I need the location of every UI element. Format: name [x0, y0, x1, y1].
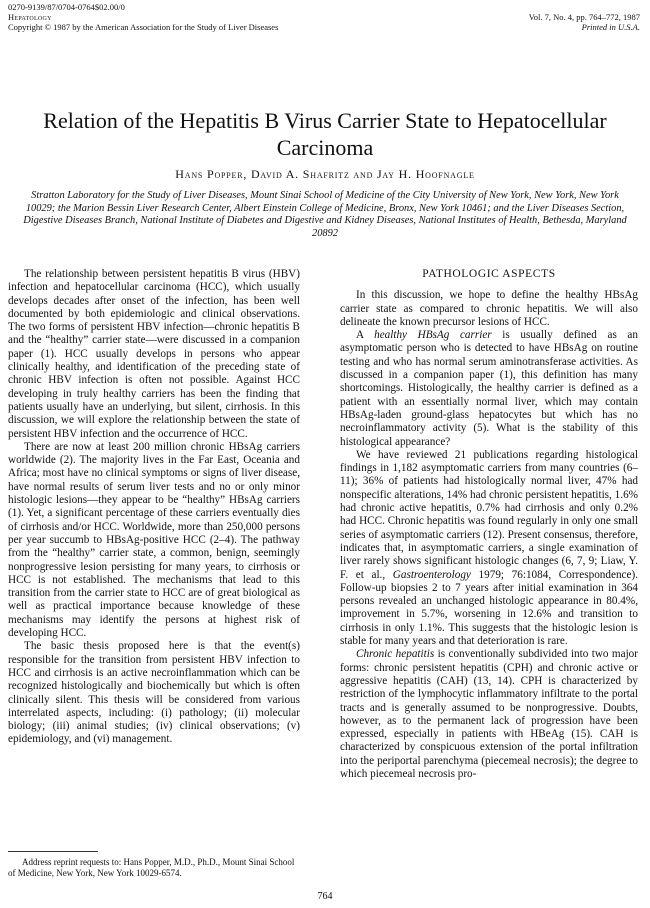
intro-paragraph-3: The basic thesis proposed here is that the event(s) responsible for the transition from persistent HBV infection to HCC and cirrhosis is an active necroinflammation which can be recognized histologically and biochemically but which is often clinically silent. This thesis will be considered from various interrelated aspects, including: (i) pathology; (ii) molecular biology; (iii) animal studies; (iv) clinical observations; (v) epidemiology, and (vi) management. — [8, 640, 300, 746]
printed-location: Printed in U.S.A. — [581, 22, 640, 32]
healthy-carrier-term: healthy HBsAg carrier — [374, 329, 492, 342]
pathology-paragraph-1: In this discussion, we hope to define the healthy HBsAg carrier state as compared to chronic hepatitis. We will also delineate the known precursor lesions of HCC. — [340, 289, 638, 328]
pathology-paragraph-2 — [340, 329, 638, 449]
right-column — [340, 268, 638, 781]
paragraph-body-a: We have reviewed 21 publications regarding histological findings in 1,182 asymptomatic carriers from many countries (6–11); 36% of patients had histologically normal liver, 47% had nonspecific alterations, 14% had chronic persistent hepatitis, 1.6% had chronic active hepatitis, 0.7% had cirrhosis and only 0.2% had HCC. Chronic hepatitis was found regularly in only one small series of asymptomatic carriers (12). Present consensus, therefore, indicates that, in asymptomatic carriers, a single examination of liver rarely shows significant histologic changes (6, 7, 9; Liaw, Y. F. et al., — [340, 448, 638, 581]
article-title: Relation of the Hepatitis B Virus Carrier State to Hepatocellular Carcinoma — [43, 107, 607, 160]
author-list: Hans Popper, David A. Shafritz and Jay H. Hoofnagle — [175, 167, 475, 181]
left-column — [8, 268, 300, 747]
running-header-left — [8, 2, 278, 32]
paragraph-body-b: 1979; 76:1084, Correspondence). Follow-up biopsies 2 to 7 years after initial examination in 364 persons revealed an unchanged histologic appearance in 80.4%, improvement in 5.7%, worsening in 12.6% and transition to cirrhosis in only 1.1%. This suggests that the histologic lesion is stable for many years and that deterioration is rare. — [340, 568, 638, 648]
pathology-paragraph-4 — [340, 648, 638, 781]
running-header-right — [529, 12, 640, 32]
paragraph-body: is conventionally subdivided into two major forms: chronic persistent hepatitis (CPH) and chronic active or aggressive hepatitis (CAH) (13, 14). CPH is characterized by restriction of the lymphocytic inflammatory infiltrate to the portal tracts and is generally assumed to be nonprogressive. Doubts, however, as to the permanent lack of progression have been expressed, especially in patients with HBeAg (15). CAH is characterized by conspicuous extension of the portal infiltration into the periportal parenchyma (piecemeal necrosis); the degree to which piecemeal necrosis pro- — [340, 648, 638, 780]
volume-info: Vol. 7, No. 4, pp. 764–772, 1987 — [528, 12, 640, 22]
page-number: 764 — [317, 891, 333, 902]
journal-citation: Gastroenterology — [392, 568, 471, 581]
journal-name: Hepatology — [8, 12, 52, 22]
section-heading-pathologic-aspects: PATHOLOGIC ASPECTS — [422, 268, 556, 280]
reprint-footnote: Address reprint requests to: Hans Popper, M.D., Ph.D., Mount Sinai School of Medicine, New York, New York 10029-6574. — [8, 857, 295, 878]
intro-paragraph-1: The relationship between persistent hepatitis B virus (HBV) infection and hepatocellular carcinoma (HCC), which usually develops decades after onset of the infection, has been well documented by both epidemiologic and clinical observations. The two forms of persistent HBV infection—chronic hepatitis B and the “healthy” carrier state—were discussed in a companion paper (1). HCC usually develops in persons who appear clinically healthy, and identification of the preceding state of chronic HBV infection is often not possible. Against HCC developing in truly healthy carriers has been the finding that patients usually have an underlying, but silent, cirrhosis. In this discussion, we will explore the relationship between the state of persistent HBV infection and the occurrence of HCC. — [8, 268, 300, 440]
copyright-line: Copyright © 1987 by the American Association for the Study of Liver Diseases — [8, 22, 279, 32]
pathology-paragraph-3 — [340, 449, 638, 648]
intro-paragraph-2: There are now at least 200 million chronic HBsAg carriers worldwide (2). The majority lives in the Far East, Oceania and Africa; most have no clinical symptoms or signs of liver disease, have normal results of serum liver tests and no or only minor histologic lesions—they appear to be “healthy” HBsAg carriers (1). Yet, a significant percentage of these carriers eventually dies of cirrhosis and/or HCC. Worldwide, more than 250,000 persons per year succumb to HBsAg-positive HCC (2–4). The pathway from the “healthy” carrier state, a common, benign, seemingly nonprogressive lesion persisting for many years, to cirrhosis or HCC is not established. The mechanisms that lead to this transition from the carrier state to HCC are of great biological as well as practical importance because knowledge of these mechanisms may identify the persons at highest risk of developing HCC. — [8, 440, 300, 640]
footnote-rule — [8, 851, 98, 852]
paragraph-body: is usually defined as an asymptomatic person who is detected to have HBsAg on routine testing and who has normal serum aminotransferase activities. As discussed in a companion paper (1), this definition has many shortcomings. Histologically, the healthy carrier is defined as a patient with an essentially normal liver, which may contain HBsAg-laden ground-glass hepatocytes but which has no necroinflammatory activity (5). What is the stability of this histological appearance? — [340, 329, 638, 448]
paragraph-lead: A — [356, 329, 375, 342]
issn-code: 0270-9139/87/0704-0764$02.00/0 — [8, 2, 125, 12]
author-affiliations: Stratton Laboratory for the Study of Liver Diseases, Mount Sinai School of Medicine of the City University of New York, New York, New York 10029; the Marion Bessin Liver Research Center, Albert Einstein College of Medicine, Bronx, New York 10461; and the Liver Diseases Section, Digestive Diseases Branch, National Institute of Diabetes and Digestive and Kidney Diseases, National Institutes of Health, Bethesda, Maryland 20892 — [23, 190, 627, 239]
chronic-hepatitis-term: Chronic hepatitis — [356, 648, 435, 661]
